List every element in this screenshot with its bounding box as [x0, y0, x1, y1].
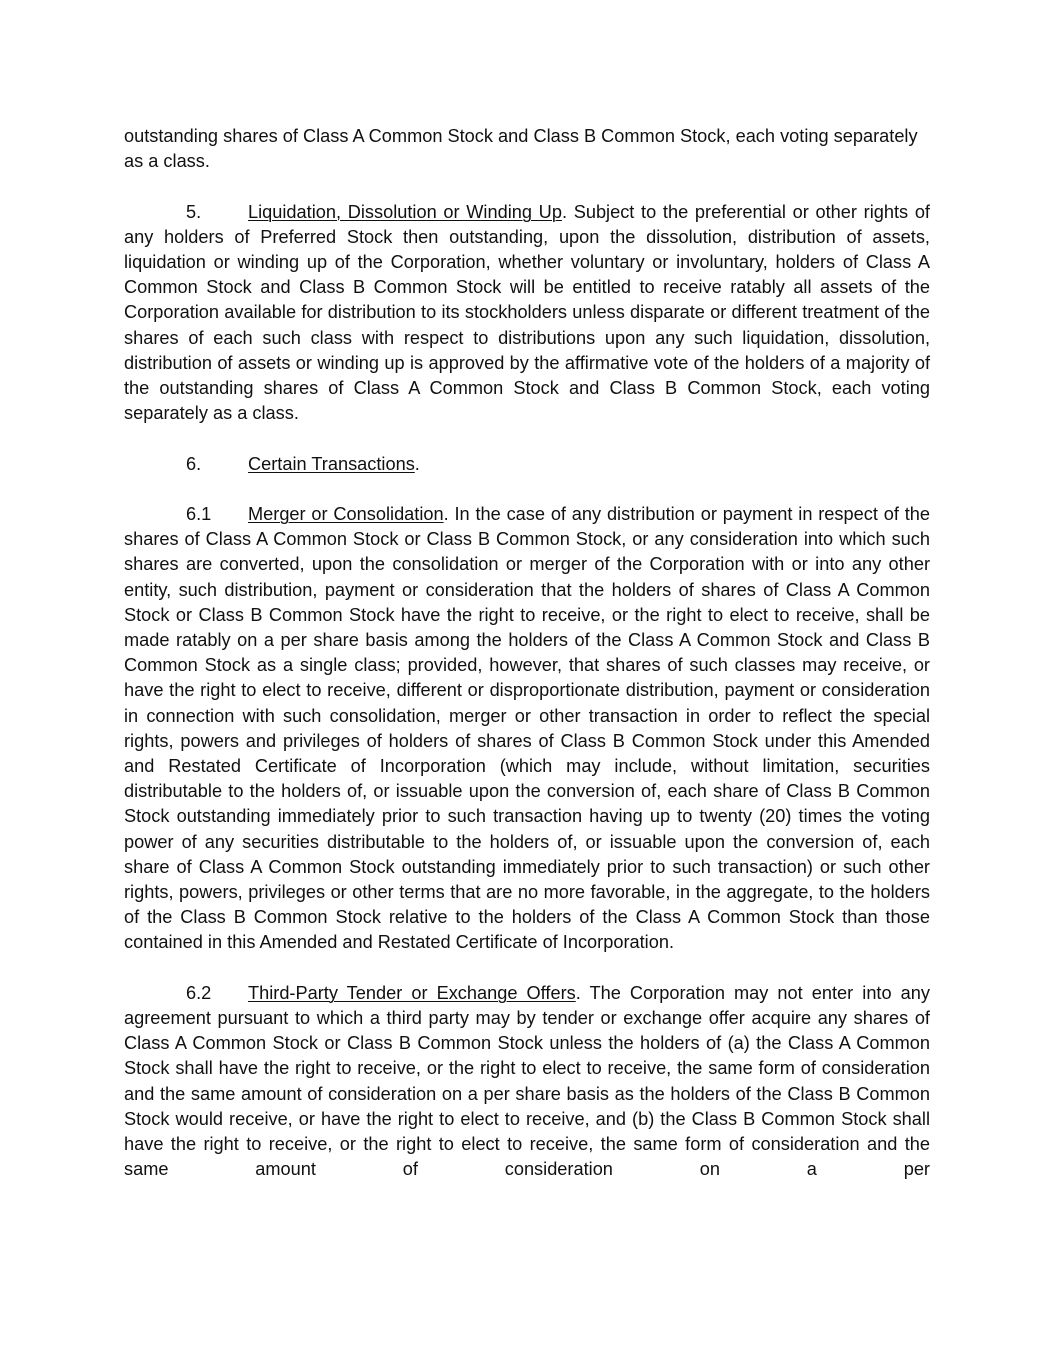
section-5-number: 5. [186, 201, 202, 222]
section-6-heading: Certain Transactions [248, 453, 415, 474]
section-6-paragraph [124, 452, 930, 477]
section-5-heading: Liquidation, Dissolution or Winding Up [248, 201, 562, 222]
document-page [124, 124, 930, 1208]
section-6-body: . [414, 453, 420, 474]
section-6-1-paragraph [124, 502, 930, 956]
section-6-1-heading: Merger or Consolidation [248, 504, 444, 524]
section-6-1-number: 6.1 [186, 504, 212, 524]
paragraph-intro-text: outstanding shares of Class A Common Stock and Class B Common Stock, each voting separately as a class. [124, 126, 918, 172]
section-6-number: 6. [186, 453, 202, 474]
section-6-2-number: 6.2 [186, 982, 212, 1003]
paragraph-intro [124, 124, 930, 174]
section-6-2-body: . The Corporation may not enter into any agreement pursuant to which a third party may by tender or exchange offer acquire any shares of Class A Common Stock or Class B Common Stock unless the holders of (a) the Class A Common Stock shall have the right to receive, or the right to elect to receive, the same form of consideration and the same amount of consideration on a per share basis as the holders of the Class B Common Stock would receive, or have the right to elect to receive, and (b) the Class B Common Stock shall have the right to receive, or the right to elect to receive, the same form of consideration and the same amount of consideration on a per [124, 982, 930, 1180]
section-6-2-heading: Third-Party Tender or Exchange Offers [248, 982, 576, 1003]
section-5-paragraph [124, 200, 930, 427]
section-5-body: . Subject to the preferential or other rights of any holders of Preferred Stock then outstanding, upon the dissolution, distribution of assets, liquidation or winding up of the Corporation, whether voluntary or involuntary, holders of Class A Common Stock and Class B Common Stock will be entitled to receive ratably all assets of the Corporation available for distribution to its stockholders unless disparate or different treatment of the shares of each such class with respect to distributions upon any such liquidation, dissolution, distribution of assets or winding up is approved by the affirmative vote of the holders of a majority of the outstanding shares of Class A Common Stock and Class B Common Stock, each voting separately as a class. [124, 201, 930, 424]
section-6-2-paragraph [124, 981, 930, 1183]
section-6-1-body: . In the case of any distribution or payment in respect of the shares of Class A Common Stock or Class B Common Stock, or any consideration into which such shares are converted, upon the consolidation or merger of the Corporation with or into any other entity, such distribution, payment or consideration that the holders of shares of Class A Common Stock or Class B Common Stock have the right to receive, or the right to elect to receive, shall be made ratably on a per share basis among the holders of the Class A Common Stock and Class B Common Stock as a single class; provided, however, that shares of such classes may receive, or have the right to elect to receive, different or disproportionate distribution, payment or consideration in connection with such consolidation, merger or other transaction in order to reflect the special rights, powers and privileges of holders of shares of Class B Common Stock under this Amended and Restated Certificate of Incorporation (which may include, without limitation, securities distributable to the holders of, or issuable upon the conversion of, each share of Class B Common Stock outstanding immediately prior to such transaction having up to twenty (20) times the voting power of any securities distributable to the holders of, or issuable upon the conversion of, each share of Class A Common Stock outstanding immediately prior to such transaction) or such other rights, powers, privileges or other terms that are no more favorable, in the aggregate, to the holders of the Class B Common Stock relative to the holders of the Class A Common Stock than those contained in this Amended and Restated Certificate of Incorporation. [124, 504, 930, 953]
